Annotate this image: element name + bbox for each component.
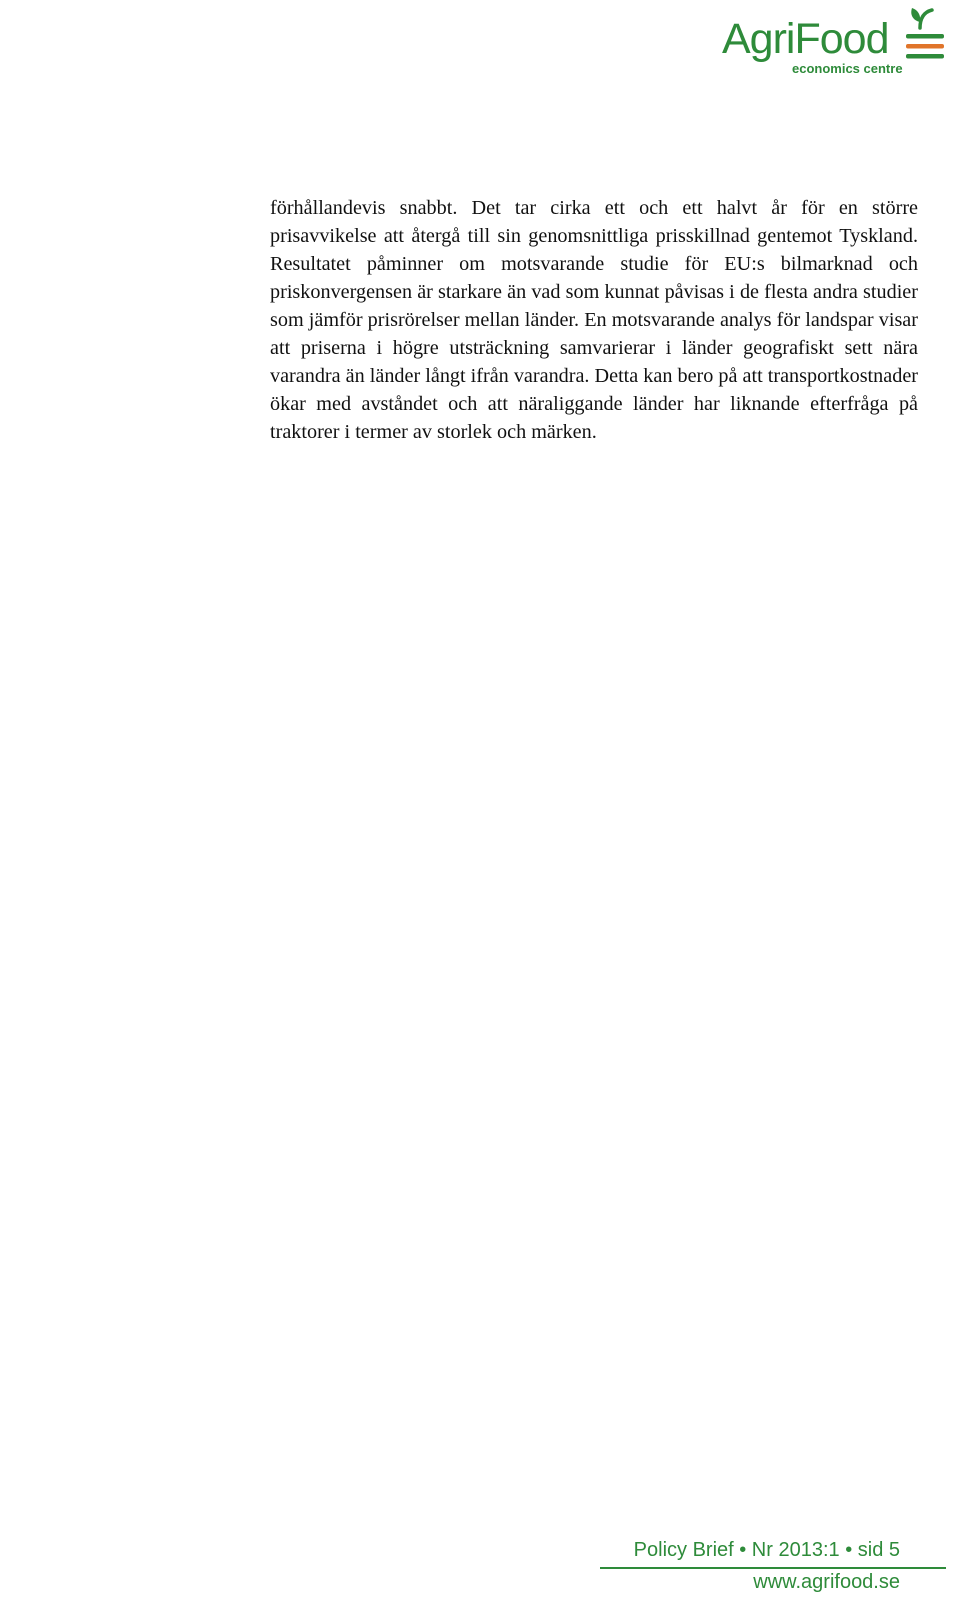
logo-wordmark: AgriFood <box>722 15 889 63</box>
footer-divider <box>600 1567 946 1569</box>
body-paragraph: förhållandevis snabbt. Det tar cirka ett och ett halvt år för en större prisavvikelse att återgå till sin genomsnittliga prisskillnad gentemot Tyskland. Resultatet påminner om motsvarande studie för EU:s bilmarknad och priskonvergensen är starkare än vad som kunnat påvisas i de flesta andra studier som jämför prisrörelser mellan länder. En motsvarande analys för landspar visar att priserna i högre utsträckning samvarierar i länder geografiskt sett nära varandra än länder långt ifrån varandra. Detta kan bero på att transportkostnader ökar med avståndet och att näraliggande länder har liknande efterfråga på traktorer i termer av storlek och märken. <box>270 197 918 443</box>
sprout-icon <box>902 4 952 64</box>
page-footer <box>600 1538 946 1607</box>
publication-info: Policy Brief • Nr 2013:1 • sid 5 <box>633 1539 900 1561</box>
logo-tagline: economics centre <box>792 61 903 76</box>
agrifood-logo <box>722 4 960 84</box>
website-link[interactable]: www.agrifood.se <box>753 1571 900 1593</box>
